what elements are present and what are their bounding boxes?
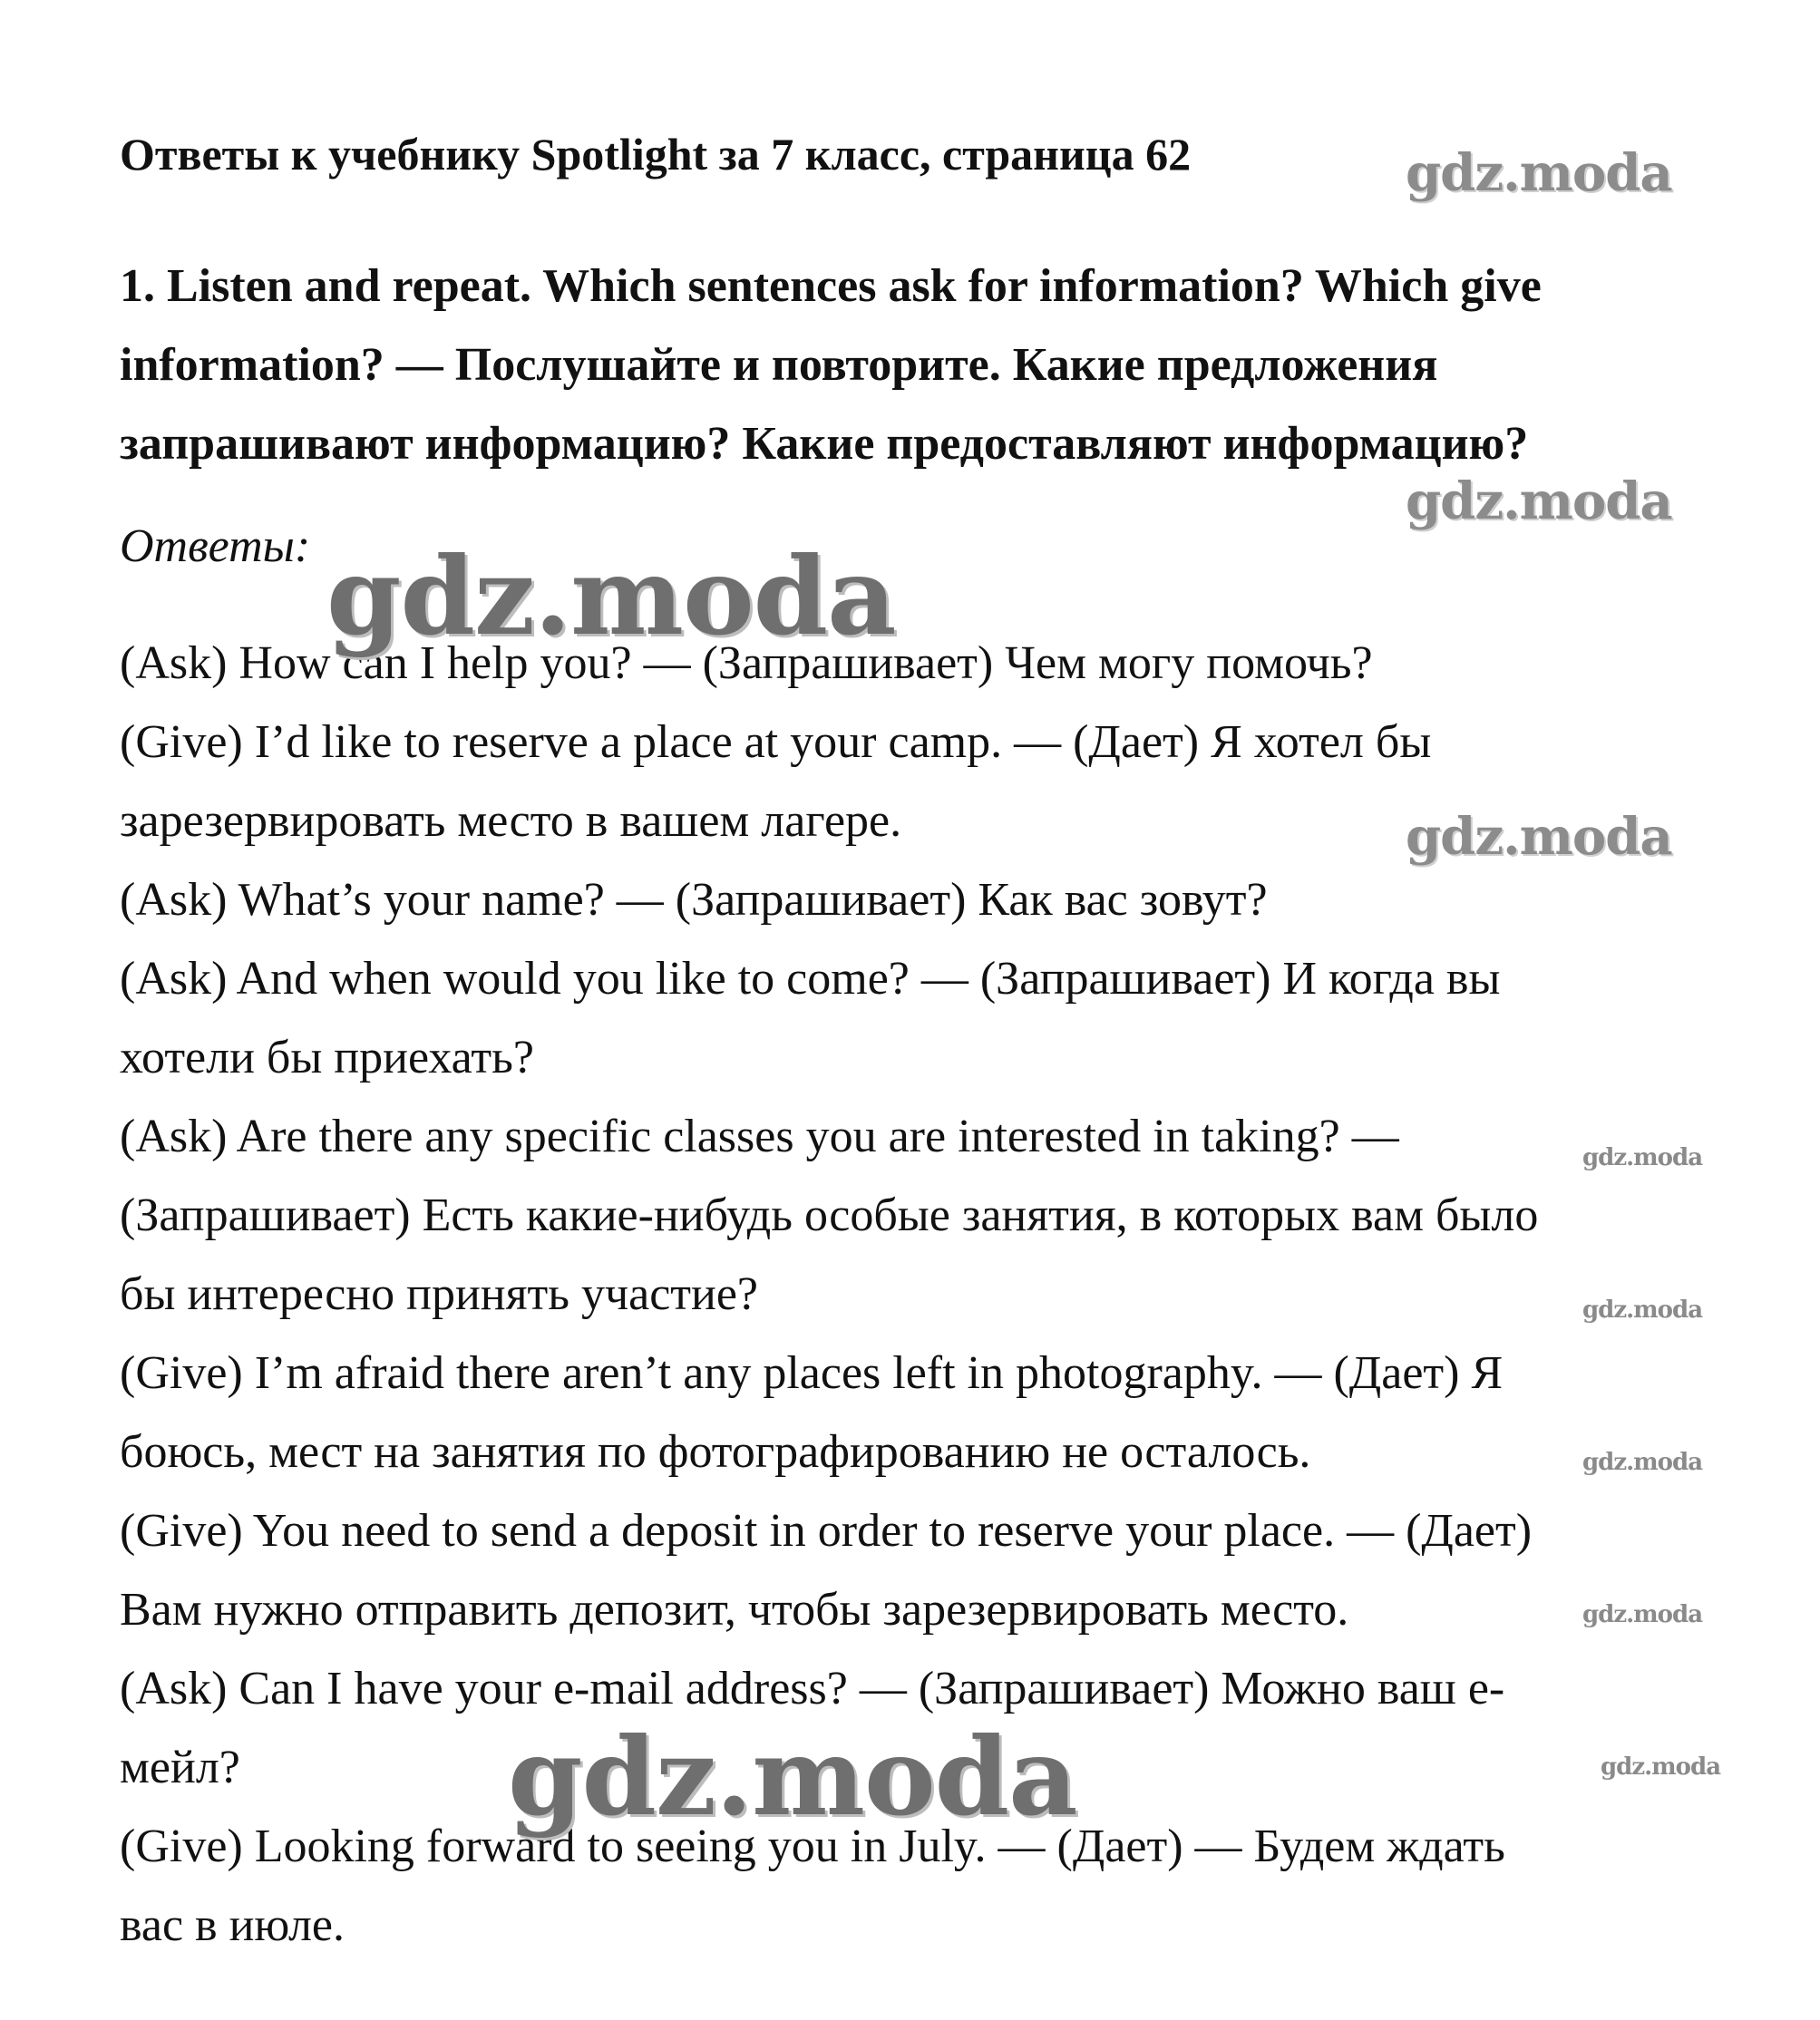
watermark: gdz.moda	[1601, 1753, 1721, 1781]
page-title: Ответы к учебнику Spotlight за 7 класс, страница 62	[120, 129, 1192, 180]
task-line: 1. Listen and repeat. Which sentences ask for information? Which give	[120, 260, 1542, 312]
answer-line: вас в июле.	[120, 1899, 345, 1951]
watermark: gdz.moda	[1582, 1601, 1703, 1628]
task-heading	[120, 247, 1734, 483]
answer-line: (Ask) Are there any specific classes you are interested in taking? —	[120, 1111, 1399, 1162]
task-line: information? — Послушайте и повторите. Какие предложения	[120, 339, 1438, 391]
watermark: gdz.moda	[1582, 1449, 1703, 1476]
answer-line: зарезервировать место в вашем лагере.	[120, 795, 902, 847]
answer-line: хотели бы приехать?	[120, 1032, 534, 1083]
watermark: gdz.moda	[326, 533, 896, 659]
watermark: gdz.moda	[1582, 1296, 1703, 1324]
watermark: gdz.moda	[1406, 143, 1672, 203]
answer-line: Вам нужно отправить депозит, чтобы зарезервировать место.	[120, 1584, 1349, 1636]
task-line: запрашивают информацию? Какие предоставляют информацию?	[120, 418, 1529, 470]
answer-line: мейл?	[120, 1742, 240, 1793]
answer-line: (Give) Looking forward to seeing you in July. — (Дает) — Будем ждать	[120, 1821, 1505, 1872]
watermark: gdz.moda	[1582, 1144, 1703, 1171]
answers-label: Ответы:	[120, 520, 311, 572]
answer-line: (Give) You need to send a deposit in order to reserve your place. — (Дает)	[120, 1505, 1533, 1557]
answer-line: (Ask) And when would you like to come? — (Запрашивает) И когда вы	[120, 953, 1501, 1005]
answer-line: (Ask) How can I help you? — (Запрашивает) Чем могу помочь?	[120, 637, 1373, 689]
answer-line: (Ask) Can I have your e-mail address? — (Запрашивает) Можно ваш е-	[120, 1663, 1505, 1714]
watermark: gdz.moda	[508, 1714, 1077, 1840]
answer-line: (Ask) What’s your name? — (Запрашивает) Как вас зовут?	[120, 874, 1268, 926]
answer-line: (Запрашивает) Есть какие-нибудь особые занятия, в которых вам было	[120, 1190, 1539, 1241]
watermark: gdz.moda	[1406, 471, 1672, 531]
answer-line: (Give) I’m afraid there aren’t any places left in photography. — (Дает) Я	[120, 1347, 1504, 1399]
answer-line: бы интересно принять участие?	[120, 1268, 759, 1320]
answer-line: боюсь, мест на занятия по фотографированию не осталось.	[120, 1426, 1311, 1478]
answer-line: (Give) I’d like to reserve a place at your camp. — (Дает) Я хотел бы	[120, 716, 1432, 768]
watermark: gdz.moda	[1406, 807, 1672, 867]
